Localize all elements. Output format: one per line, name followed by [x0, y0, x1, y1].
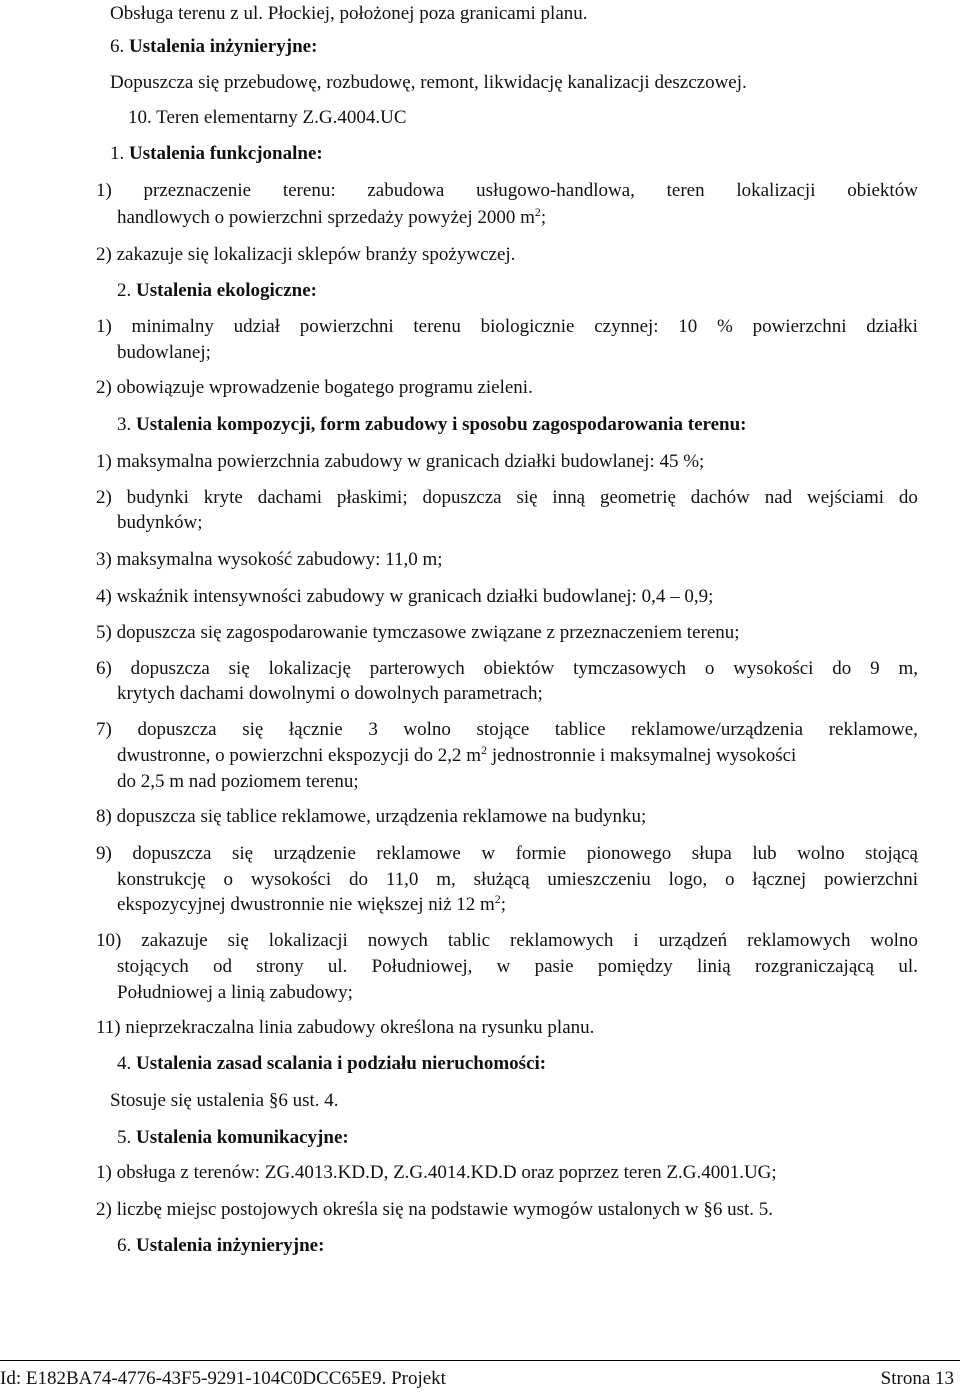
- section-title: Ustalenia ekologiczne:: [136, 280, 318, 301]
- section-number: 2.: [117, 280, 132, 301]
- justified-line: 2) budynki kryte dachami płaskimi; dopuszcza się inną geometrię dachów nad wejściami do: [96, 487, 918, 508]
- section-heading: [110, 36, 317, 58]
- section-number: 4.: [117, 1053, 132, 1074]
- list-item: 1) maksymalna powierzchnia zabudowy w granicach działki budowlanej: 45 %;: [96, 451, 705, 472]
- footer-divider: [0, 1360, 960, 1361]
- list-item-continuation: budynków;: [117, 512, 203, 533]
- list-item-continuation: [117, 956, 918, 978]
- list-item: 11) nieprzekraczalna linia zabudowy określona na rysunku planu.: [96, 1017, 595, 1038]
- list-item: [96, 316, 918, 338]
- section-number: 3.: [117, 414, 132, 435]
- list-item: [96, 843, 918, 865]
- paragraph-text: Dopuszcza się przebudowę, rozbudowę, remont, likwidację kanalizacji deszczowej.: [110, 72, 747, 93]
- list-item-continuation: krytych dachami dowolnymi o dowolnych parametrach;: [117, 683, 543, 704]
- list-item-continuation: ekspozycyjnej dwustronnie nie większej niż 12 $m^2$;: [117, 892, 507, 915]
- section-number: 5.: [117, 1127, 132, 1148]
- section-title: Ustalenia inżynieryjne:: [129, 36, 318, 57]
- list-item-continuation: budowlanej;: [117, 342, 211, 363]
- list-item: [96, 719, 918, 741]
- justified-line: stojących od strony ul. Południowej, w pasie pomiędzy linią rozgraniczającą ul.: [117, 956, 918, 977]
- section-title: Ustalenia kompozycji, form zabudowy i sposobu zagospodarowania terenu:: [136, 414, 747, 435]
- justified-line: konstrukcję o wysokości do 11,0 m, służącą umieszczeniu logo, o łącznej powierzchni: [117, 869, 918, 890]
- list-item: 2) zakazuje się lokalizacji sklepów branży spożywczej.: [96, 244, 516, 265]
- list-item-continuation: Południowej a linią zabudowy;: [117, 982, 353, 1003]
- section-number: 6.: [110, 36, 125, 57]
- list-item: 4) wskaźnik intensywności zabudowy w granicach działki budowlanej: 0,4 – 0,9;: [96, 586, 714, 607]
- paragraph-text: Stosuje się ustalenia §6 ust. 4.: [110, 1090, 339, 1111]
- justified-line: 9) dopuszcza się urządzenie reklamowe w formie pionowego słupa lub wolno stojącą: [96, 843, 918, 864]
- justified-line: 7) dopuszcza się łącznie 3 wolno stojące tablice reklamowe/urządzenia reklamowe,: [96, 719, 918, 740]
- list-item: [96, 658, 918, 680]
- section-title: Teren elementarny Z.G.4004.UC: [156, 107, 407, 128]
- section-number: 10.: [128, 107, 152, 128]
- list-item-continuation: do 2,5 m nad poziomem terenu;: [117, 771, 359, 792]
- list-item: [96, 487, 918, 509]
- list-item: [96, 930, 918, 952]
- list-item: 3) maksymalna wysokość zabudowy: 11,0 m;: [96, 549, 443, 570]
- section-title: Ustalenia zasad scalania i podziału nieruchomości:: [136, 1053, 547, 1074]
- section-heading: [128, 107, 407, 129]
- section-title: Ustalenia funkcjonalne:: [129, 143, 323, 164]
- list-item: 2) obowiązuje wprowadzenie bogatego programu zieleni.: [96, 377, 533, 398]
- justified-line: 1) minimalny udział powierzchni terenu biologicznie czynnej: 10 % powierzchni działki: [96, 316, 918, 337]
- list-item: 5) dopuszcza się zagospodarowanie tymczasowe związane z przeznaczeniem terenu;: [96, 622, 740, 643]
- justified-line: 6) dopuszcza się lokalizację parterowych obiektów tymczasowych o wysokości do 9 m,: [96, 658, 918, 679]
- list-item-continuation: dwustronne, o powierzchni ekspozycji do 2,2 $m^2$ jednostronnie i maksymalnej wysokości: [117, 743, 797, 766]
- paragraph-text: Obsługa terenu z ul. Płockiej, położonej poza granicami planu.: [110, 3, 588, 24]
- section-heading: [117, 1127, 349, 1149]
- list-item: 1) obsługa z terenów: ZG.4013.KD.D, Z.G.4014.KD.D oraz poprzez teren Z.G.4001.UG;: [96, 1162, 777, 1183]
- justified-line: 1) przeznaczenie terenu: zabudowa usługowo-handlowa, teren lokalizacji obiektów: [96, 180, 918, 201]
- list-item: [96, 180, 918, 202]
- justified-line: 10) zakazuje się lokalizacji nowych tablic reklamowych i urządzeń reklamowych wolno: [96, 930, 918, 951]
- list-item-continuation: [117, 869, 918, 891]
- section-number: 6.: [117, 1235, 132, 1256]
- footer-document-id: Id: E182BA74-4776-43F5-9291-104C0DCC65E9. Projekt: [0, 1368, 446, 1389]
- section-number: 1.: [110, 143, 125, 164]
- section-title: Ustalenia komunikacyjne:: [136, 1127, 349, 1148]
- section-heading: [117, 280, 317, 302]
- section-heading: [117, 1053, 546, 1075]
- footer-page-number: Strona 13: [880, 1368, 954, 1389]
- section-heading: [117, 1235, 324, 1257]
- section-heading: [117, 414, 747, 436]
- section-title: Ustalenia inżynieryjne:: [136, 1235, 325, 1256]
- section-heading: [110, 143, 323, 165]
- list-item: 2) liczbę miejsc postojowych określa się na podstawie wymogów ustalonych w §6 ust. 5.: [96, 1199, 774, 1220]
- list-item: 8) dopuszcza się tablice reklamowe, urządzenia reklamowe na budynku;: [96, 806, 647, 827]
- list-item-continuation: handlowych o powierzchni sprzedaży powyżej 2000 $m^2$;: [117, 205, 547, 228]
